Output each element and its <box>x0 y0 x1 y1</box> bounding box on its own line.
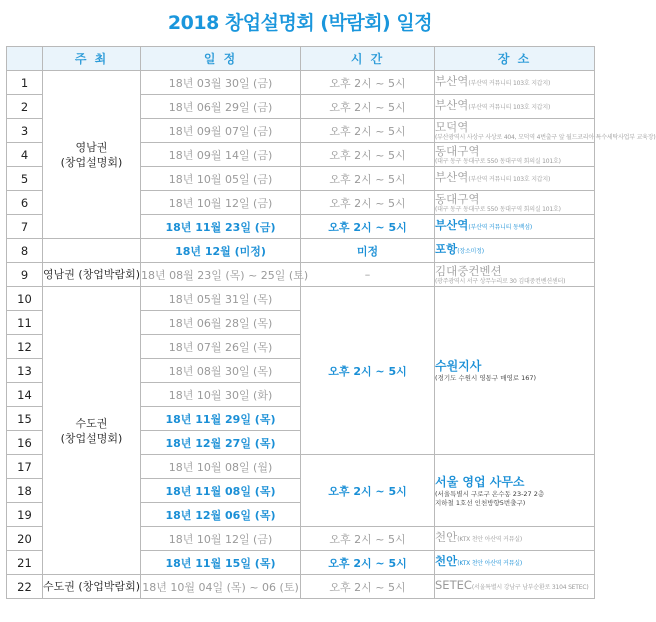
row-place: 동대구역 (대구 동구 동대구로 550 동대구역 회의실 101호) <box>435 143 595 167</box>
row-number: 4 <box>7 143 43 167</box>
table-row <box>7 287 595 311</box>
row-number: 12 <box>7 335 43 359</box>
row-number: 19 <box>7 503 43 527</box>
row-date: 18년 11월 23일 (금) <box>141 215 301 239</box>
row-number: 14 <box>7 383 43 407</box>
row-number: 10 <box>7 287 43 311</box>
row-number: 11 <box>7 311 43 335</box>
host-empty <box>43 239 141 263</box>
row-date: 18년 07월 26일 (목) <box>141 335 301 359</box>
row-time: 오후 2시 ~ 5시 <box>301 191 435 215</box>
header-place: 장 소 <box>435 47 595 71</box>
row-place: 천안(KTX 천안 아산역 커뮤실) <box>435 551 595 575</box>
row-time: 오후 2시 ~ 5시 <box>301 119 435 143</box>
row-number: 3 <box>7 119 43 143</box>
header-host: 주 최 <box>43 47 141 71</box>
row-time: 오후 2시 ~ 5시 <box>301 215 435 239</box>
table-row <box>7 263 595 287</box>
host-sudo-seminar: 수도권 (창업설명회) <box>43 287 141 575</box>
row-number: 20 <box>7 527 43 551</box>
row-date: 18년 11월 15일 (목) <box>141 551 301 575</box>
row-date: 18년 10월 12일 (금) <box>141 191 301 215</box>
row-number: 1 <box>7 71 43 95</box>
row-place: 천안(KTX 천안 아산역 커뮤실) <box>435 527 595 551</box>
row-date: 18년 12월 (미정) <box>141 239 301 263</box>
row-date: 18년 08월 23일 (목) ~ 25일 (토) <box>141 263 301 287</box>
table-header-row <box>7 47 595 71</box>
row-number: 17 <box>7 455 43 479</box>
row-number: 6 <box>7 191 43 215</box>
host-sudo-expo: 수도권 (창업박람회) <box>43 575 141 599</box>
row-time: 미정 <box>301 239 435 263</box>
row-place: 모덕역 (부산광역시 사상구 사상로 404, 모덕역 4번출구 앞 월드코리아 특수세탁사업부 교육장) <box>435 119 656 141</box>
header-time: 시 간 <box>301 47 435 71</box>
row-date: 18년 08월 30일 (목) <box>141 359 301 383</box>
row-time: 오후 2시 ~ 5시 <box>301 167 435 191</box>
row-time: 오후 2시 ~ 5시 <box>301 95 435 119</box>
row-date: 18년 12월 06일 (목) <box>141 503 301 527</box>
row-date: 18년 09월 14일 (금) <box>141 143 301 167</box>
row-number: 16 <box>7 431 43 455</box>
row-date: 18년 10월 30일 (화) <box>141 383 301 407</box>
row-date: 18년 10월 04일 (목) ~ 06 (토) <box>141 575 301 599</box>
row-number: 5 <box>7 167 43 191</box>
row-number: 15 <box>7 407 43 431</box>
table-row <box>7 71 595 95</box>
row-number: 9 <box>7 263 43 287</box>
row-date: 18년 10월 05일 (금) <box>141 167 301 191</box>
table-row <box>7 575 595 599</box>
row-date: 18년 10월 12일 (금) <box>141 527 301 551</box>
row-place: SETEC(서울특별시 강남구 남부순환로 3104 SETEC) <box>435 575 595 599</box>
suwon-time: 오후 2시 ~ 5시 <box>301 287 435 455</box>
row-number: 2 <box>7 95 43 119</box>
row-time: 오후 2시 ~ 5시 <box>301 527 435 551</box>
row-time: 오후 2시 ~ 5시 <box>301 143 435 167</box>
row-number: 7 <box>7 215 43 239</box>
row-place: 부산역(부산역 커뮤니티 103호 지갑지) <box>435 167 595 191</box>
row-place: 부산역(부산역 커뮤니티 103호 지갑지) <box>435 71 595 95</box>
row-date: 18년 11월 29일 (목) <box>141 407 301 431</box>
page-title: 2018 창업설명회 (박람회) 일정 <box>167 12 433 34</box>
row-date: 18년 03월 30일 (금) <box>141 71 301 95</box>
header-date: 일 정 <box>141 47 301 71</box>
schedule-table <box>6 46 656 599</box>
table-row <box>7 239 595 263</box>
row-number: 13 <box>7 359 43 383</box>
row-number: 8 <box>7 239 43 263</box>
row-time: 오후 2시 ~ 5시 <box>301 551 435 575</box>
row-place: 부산역(부산역 커뮤니티 동백섬) <box>435 215 595 239</box>
seoul-place: 서울 영업 사무소 (서울특별시 구로구 온수동 23-27 2층 지하철 1호선 인천방향5번출구) <box>435 455 595 527</box>
row-number: 22 <box>7 575 43 599</box>
row-place: 부산역(부산역 커뮤니티 103호 지갑지) <box>435 95 595 119</box>
host-yeongnam-seminar: 영남권 (창업설명회) <box>43 71 141 239</box>
row-date: 18년 12월 27일 (목) <box>141 431 301 455</box>
row-date: 18년 06월 28일 (목) <box>141 311 301 335</box>
suwon-place: 수원지사 (경기도 수원시 영통구 매영로 167) <box>435 287 595 455</box>
row-place: 김대중컨벤션 (광주광역시 서구 상무누리로 30 김대중컨벤션센터) <box>435 263 595 287</box>
row-date: 18년 05월 31일 (목) <box>141 287 301 311</box>
seoul-time: 오후 2시 ~ 5시 <box>301 455 435 527</box>
row-time: 오후 2시 ~ 5시 <box>301 575 435 599</box>
row-number: 21 <box>7 551 43 575</box>
row-time: 오후 2시 ~ 5시 <box>301 71 435 95</box>
row-date: 18년 11월 08일 (목) <box>141 479 301 503</box>
row-time: – <box>301 263 435 287</box>
header-number <box>7 47 43 71</box>
row-number: 18 <box>7 479 43 503</box>
row-date: 18년 10월 08일 (월) <box>141 455 301 479</box>
host-yeongnam-expo: 영남권 (창업박람회) <box>43 263 141 287</box>
row-date: 18년 06월 29일 (금) <box>141 95 301 119</box>
row-place: 동대구역 (대구 동구 동대구로 550 동대구역 회의실 101호) <box>435 191 595 215</box>
row-place: 포항(장소미정) <box>435 239 595 263</box>
row-date: 18년 09월 07일 (금) <box>141 119 301 143</box>
